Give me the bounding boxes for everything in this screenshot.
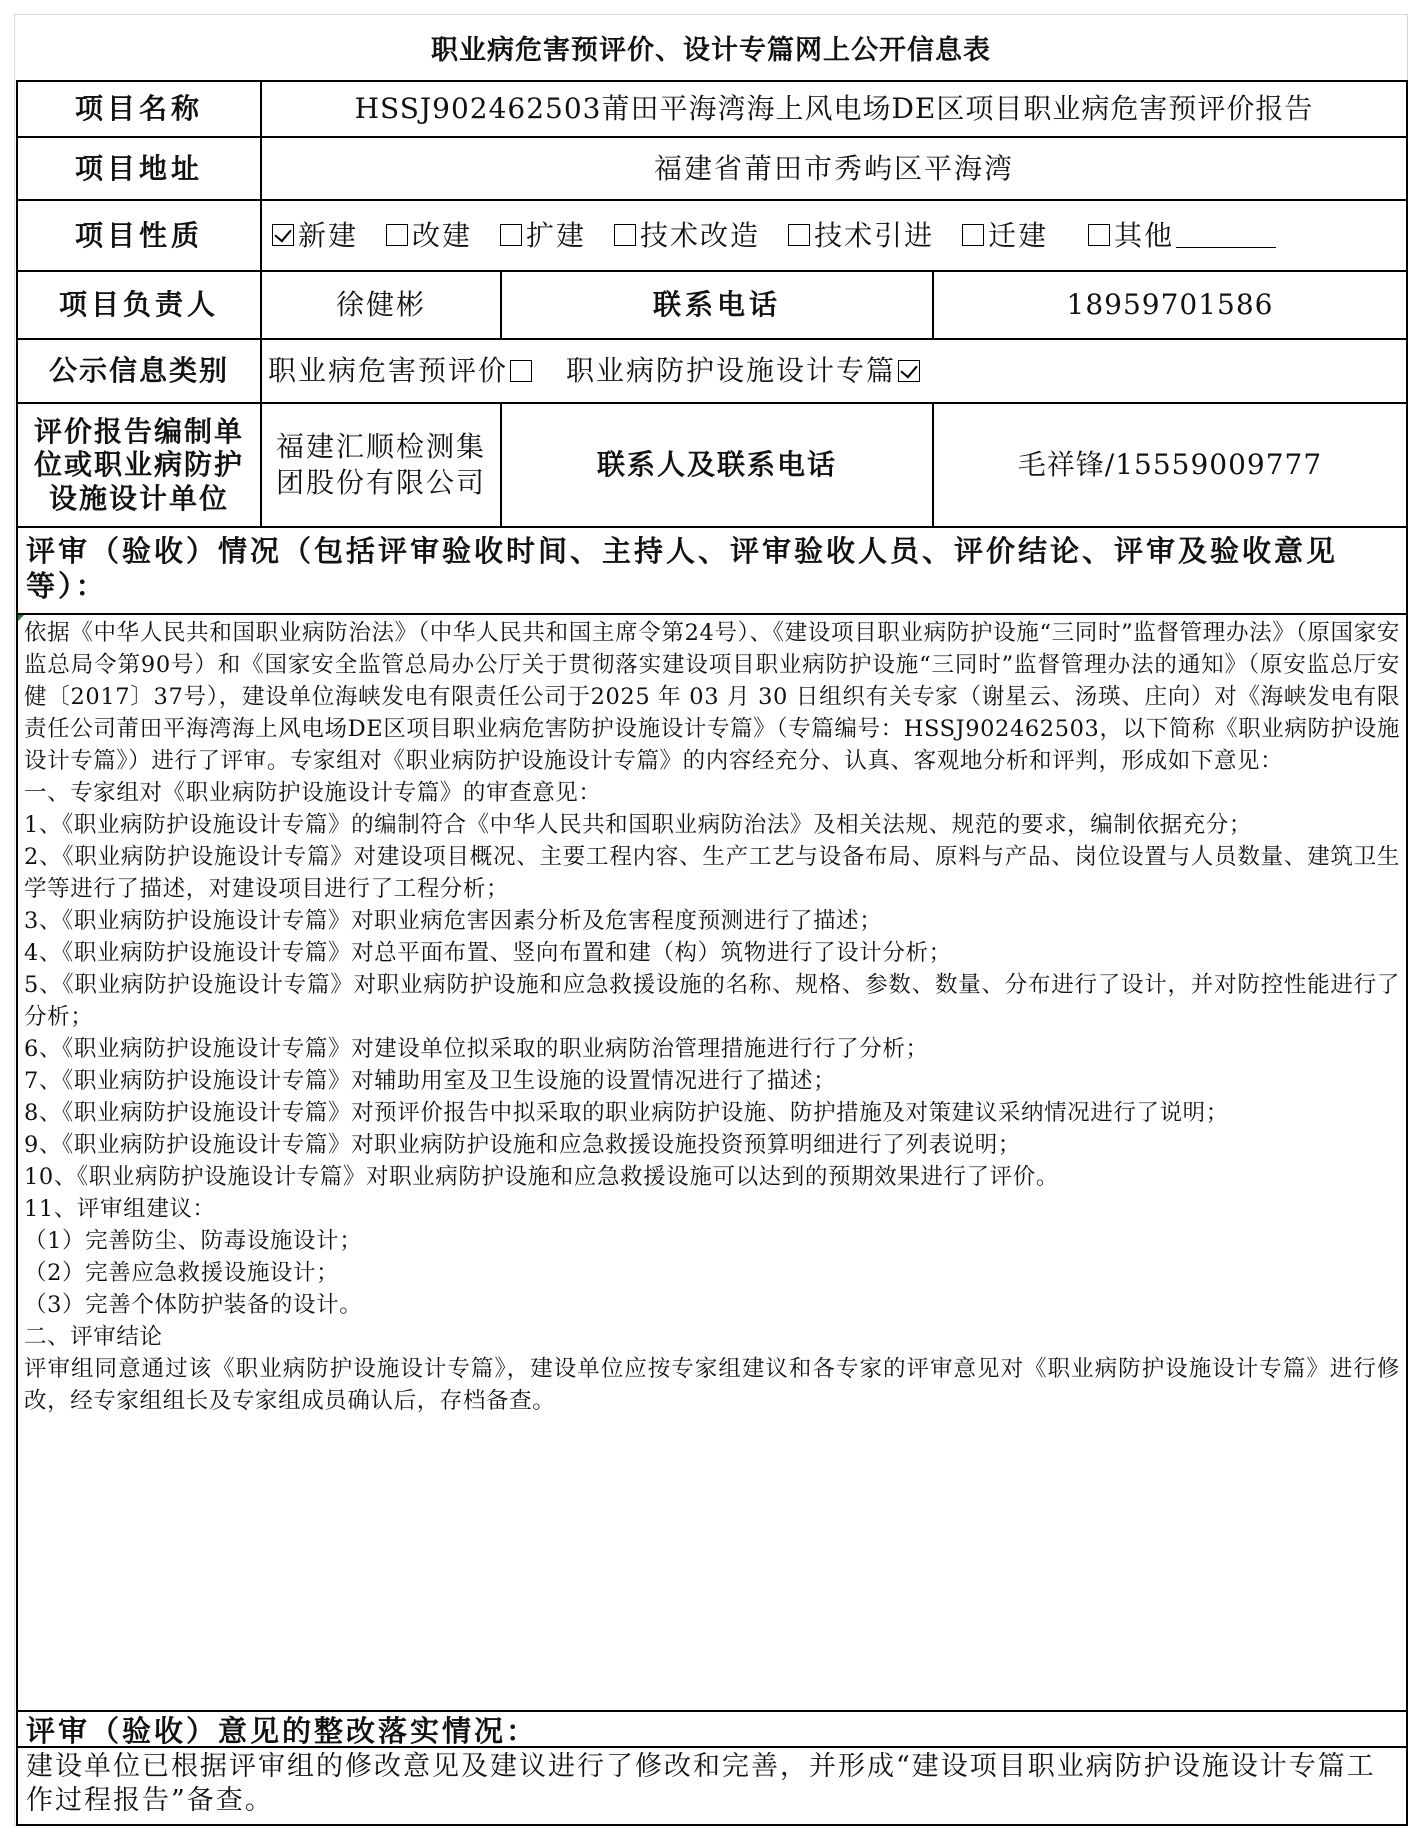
rectification-heading: 评审（验收）意见的整改落实情况：	[18, 1712, 1406, 1748]
option-pre-evaluation[interactable]	[268, 353, 536, 389]
checkbox-checked-icon[interactable]	[898, 360, 920, 382]
checkbox-icon[interactable]	[962, 224, 984, 246]
option-label: 改建	[412, 218, 473, 252]
review-paragraph: （3）完善个体防护装备的设计。	[24, 1292, 363, 1318]
review-paragraph: 评审组同意通过该《职业病防护设施设计专篇》，建设单位应按专家组建议和各专家的评审意见对《职业病防护设施设计专篇》进行修改，经专家组组长及专家组成员确认后，存档备查。	[24, 1356, 1400, 1414]
option-label: 迁建	[988, 218, 1049, 252]
checkbox-icon[interactable]	[500, 224, 522, 246]
info-table	[16, 80, 1408, 1826]
option-label: 技术改造	[640, 218, 761, 252]
checkbox-icon[interactable]	[1088, 224, 1110, 246]
checkbox-icon[interactable]	[510, 360, 532, 382]
review-paragraph: 4、《职业病防护设施设计专篇》对总平面布置、竖向布置和建（构）筑物进行了设计分析；	[24, 940, 952, 966]
info-type-label: 公示信息类别	[18, 340, 262, 404]
review-paragraph: 依据《中华人民共和国职业病防治法》（中华人民共和国主席令第24号）、《建设项目职业病防护设施“三同时”监督管理办法》（原国家安监总局令第90号）和《国家安全监管总局办公厅关于贯彻落实建设项目职业病防护设施“三同时”监督管理办法的通知》（原安监总厅安健〔2017〕37号），建设单位海峡发电有限责任公司于2025 年 03 月 30 日组织有关专家（谢星云、汤瑛、庄向）对《海峡发电有限责任公司莆田平海湾海上风电场DE区项目职业病危害防护设施设计专篇》（专篇编号：HSSJ902462503，以下简称《职业病防护设施设计专篇》）进行了评审。专家组对《职业病防护设施设计专篇》的内容经充分、认真、客观地分析和评判，形成如下意见：	[24, 620, 1400, 774]
project-name-label: 项目名称	[18, 82, 262, 138]
option-label: 职业病防护设施设计专篇	[566, 354, 897, 388]
review-paragraph: 1、《职业病防护设施设计专篇》的编制符合《中华人民共和国职业病防治法》及相关法规、规范的要求，编制依据充分；	[24, 812, 1252, 838]
project-address-label: 项目地址	[18, 138, 262, 201]
responsible-label: 项目负责人	[18, 272, 262, 340]
project-nature-options	[262, 201, 1406, 272]
review-paragraph: 6、《职业病防护设施设计专篇》对建设单位拟采取的职业病防治管理措施进行行了分析；	[24, 1036, 929, 1062]
review-heading: 评审（验收）情况（包括评审验收时间、主持人、评审验收人员、评价结论、评审及验收意见等）：	[18, 528, 1406, 615]
option-design-chapter[interactable]	[566, 353, 924, 389]
option-label: 其他	[1114, 218, 1175, 252]
review-paragraph: 二、评审结论	[24, 1324, 163, 1350]
checkbox-icon[interactable]	[614, 224, 636, 246]
org-value: 福建汇顺检测集团股份有限公司	[262, 404, 502, 528]
contact-label: 联系人及联系电话	[502, 404, 934, 528]
project-address-value: 福建省莆田市秀屿区平海湾	[262, 138, 1406, 201]
review-paragraph: 11、评审组建议：	[24, 1196, 216, 1222]
option-label: 扩建	[526, 218, 587, 252]
contact-value: 毛祥锋/15559009777	[934, 404, 1406, 528]
form-title: 职业病危害预评价、设计专篇网上公开信息表	[431, 34, 991, 66]
checkbox-checked-icon[interactable]	[272, 224, 294, 246]
review-paragraph: （2）完善应急救援设施设计；	[24, 1260, 340, 1286]
info-type-options	[262, 340, 1406, 404]
option-rebuild[interactable]	[386, 218, 472, 254]
review-paragraph: 7、《职业病防护设施设计专篇》对辅助用室及卫生设施的设置情况进行了描述；	[24, 1068, 837, 1094]
checkbox-icon[interactable]	[788, 224, 810, 246]
option-other[interactable]	[1088, 218, 1276, 254]
review-paragraph: 2、《职业病防护设施设计专篇》对建设项目概况、主要工程内容、生产工艺与设备布局、原料与产品、岗位设置与人员数量、建筑卫生学等进行了描述，对建设项目进行了工程分析；	[24, 844, 1400, 902]
rectification-text: 建设单位已根据评审组的修改意见及建议进行了修改和完善，并形成“建设项目职业病防护设施设计专篇工作过程报告”备查。	[26, 1751, 1376, 1816]
option-expand[interactable]	[500, 218, 586, 254]
option-tech-import[interactable]	[788, 218, 934, 254]
review-paragraph: 5、《职业病防护设施设计专篇》对职业病防护设施和应急救援设施的名称、规格、参数、数量、分布进行了设计，并对防控性能进行了分析；	[24, 972, 1400, 1030]
option-label: 职业病危害预评价	[268, 354, 509, 388]
other-blank-line[interactable]	[1176, 222, 1276, 248]
checkbox-icon[interactable]	[386, 224, 408, 246]
option-label: 技术引进	[814, 218, 935, 252]
review-paragraph: 8、《职业病防护设施设计专篇》对预评价报告中拟采取的职业病防护设施、防护措施及对策建议采纳情况进行了说明；	[24, 1100, 1229, 1126]
review-paragraph: 9、《职业病防护设施设计专篇》对职业病防护设施和应急救援设施投资预算明细进行了列表说明；	[24, 1132, 1021, 1158]
option-tech-upgrade[interactable]	[614, 218, 760, 254]
review-paragraph: 一、专家组对《职业病防护设施设计专篇》的审查意见：	[24, 780, 602, 806]
responsible-value: 徐健彬	[262, 272, 502, 340]
project-nature-label: 项目性质	[18, 201, 262, 272]
phone-value: 18959701586	[934, 272, 1406, 340]
org-label: 评价报告编制单位或职业病防护设施设计单位	[18, 404, 262, 528]
review-paragraph: （1）完善防尘、防毒设施设计；	[24, 1228, 363, 1254]
phone-label: 联系电话	[502, 272, 934, 340]
review-paragraph: 3、《职业病防护设施设计专篇》对职业病危害因素分析及危害程度预测进行了描述；	[24, 908, 883, 934]
option-relocate[interactable]	[962, 218, 1048, 254]
project-name-value: HSSJ902462503莆田平海湾海上风电场DE区项目职业病危害预评价报告	[262, 82, 1406, 138]
review-paragraph: 10、《职业病防护设施设计专篇》对职业病防护设施和应急救援设施可以达到的预期效果进行了评价。	[24, 1164, 1059, 1190]
review-body	[18, 615, 1406, 1712]
option-new[interactable]	[272, 218, 358, 254]
option-label: 新建	[298, 218, 359, 252]
